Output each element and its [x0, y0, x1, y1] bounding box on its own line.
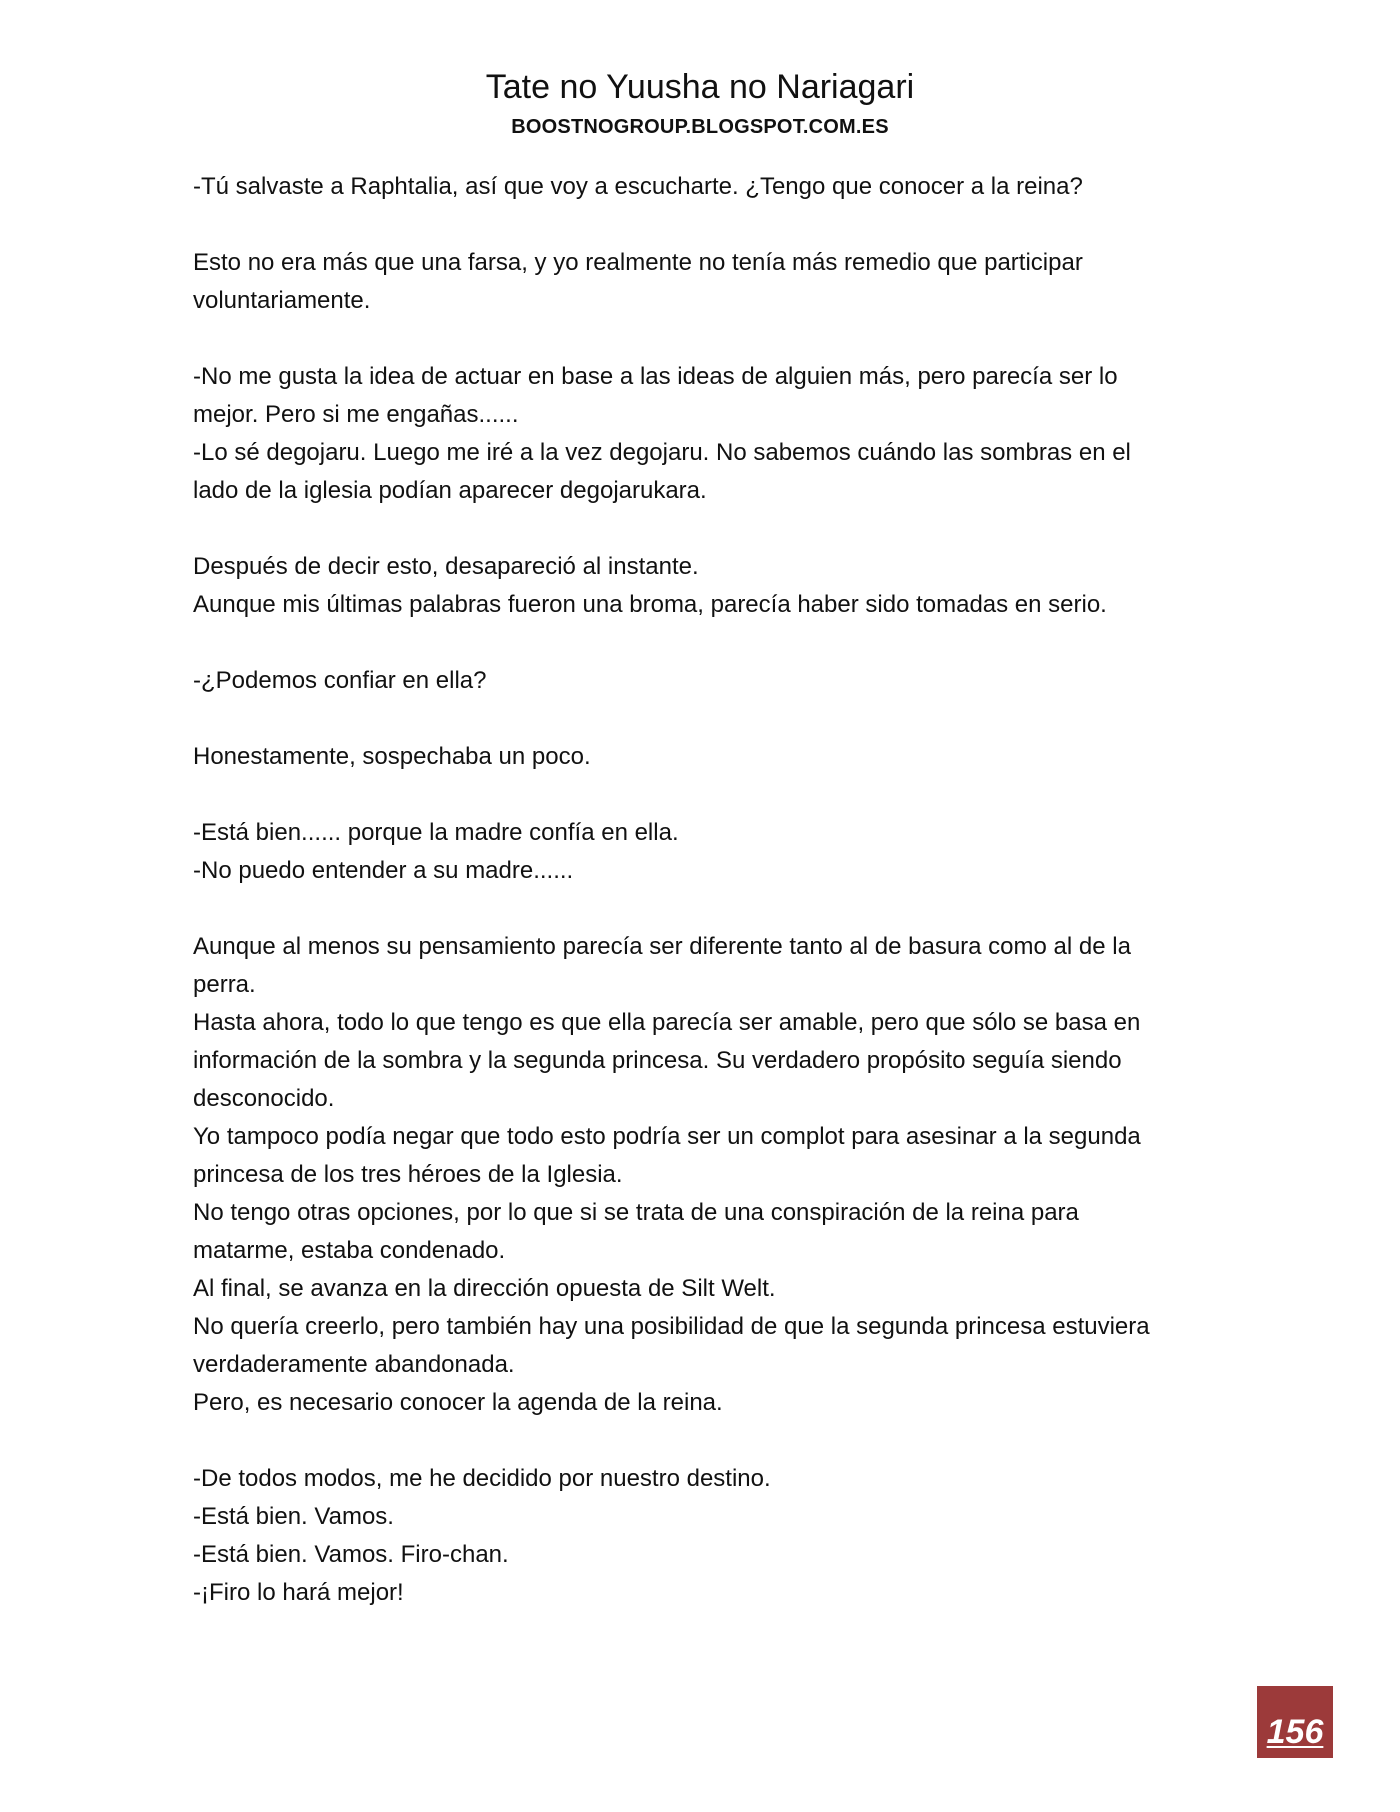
text-line: Honestamente, sospechaba un poco. [193, 743, 591, 770]
text-line: -No me gusta la idea de actuar en base a las ideas de alguien más, pero parecía ser lo [193, 363, 1118, 390]
text-line: -¡Firo lo hará mejor! [193, 1579, 404, 1606]
text-line: -Está bien...... porque la madre confía en ella. [193, 819, 679, 846]
text-line: -Está bien. Vamos. Firo-chan. [193, 1541, 509, 1568]
book-title: Tate no Yuusha no Nariagari [485, 68, 915, 106]
paragraph [193, 548, 1223, 624]
paragraph [193, 814, 1223, 890]
text-line: -¿Podemos confiar en ella? [193, 667, 487, 694]
text-line: voluntariamente. [193, 287, 371, 314]
text-line: matarme, estaba condenado. [193, 1237, 506, 1264]
text-line: lado de la iglesia podían aparecer degojarukara. [193, 477, 707, 504]
text-line: Después de decir esto, desapareció al instante. [193, 553, 699, 580]
text-line: -Lo sé degojaru. Luego me iré a la vez degojaru. No sabemos cuándo las sombras en el [193, 439, 1131, 466]
text-line: Pero, es necesario conocer la agenda de la reina. [193, 1389, 723, 1416]
text-line: Yo tampoco podía negar que todo esto podría ser un complot para asesinar a la segunda [193, 1123, 1141, 1150]
page-header [0, 66, 1400, 140]
paragraph [193, 244, 1223, 320]
paragraph [193, 738, 1223, 776]
page-number: 156 [1266, 1713, 1324, 1751]
text-line: -Tú salvaste a Raphtalia, así que voy a escucharte. ¿Tengo que conocer a la reina? [193, 173, 1083, 200]
text-line: -De todos modos, me he decidido por nuestro destino. [193, 1465, 771, 1492]
text-line: Al final, se avanza en la dirección opuesta de Silt Welt. [193, 1275, 776, 1302]
text-line: -No puedo entender a su madre...... [193, 857, 574, 884]
text-line: No tengo otras opciones, por lo que si se trata de una conspiración de la reina para [193, 1199, 1079, 1226]
paragraph [193, 662, 1223, 700]
page-body [193, 168, 1223, 1650]
text-line: desconocido. [193, 1085, 335, 1112]
text-line: verdaderamente abandonada. [193, 1351, 515, 1378]
text-line: Esto no era más que una farsa, y yo realmente no tenía más remedio que participar [193, 249, 1083, 276]
paragraph [193, 928, 1223, 1422]
text-line: No quería creerlo, pero también hay una posibilidad de que la segunda princesa estuviera [193, 1313, 1150, 1340]
text-line: Hasta ahora, todo lo que tengo es que ella parecía ser amable, pero que sólo se basa en [193, 1009, 1141, 1036]
paragraph [193, 358, 1223, 510]
text-line: información de la sombra y la segunda princesa. Su verdadero propósito seguía siendo [193, 1047, 1122, 1074]
paragraph [193, 168, 1223, 206]
text-line: -Está bien. Vamos. [193, 1503, 394, 1530]
text-line: mejor. Pero si me engañas...... [193, 401, 519, 428]
paragraph [193, 1460, 1223, 1612]
site-url: BOOSTNOGROUP.BLOGSPOT.COM.ES [511, 116, 889, 138]
page-number-badge [1257, 1686, 1333, 1758]
text-line: perra. [193, 971, 256, 998]
text-line: princesa de los tres héroes de la Iglesia. [193, 1161, 623, 1188]
text-line: Aunque al menos su pensamiento parecía ser diferente tanto al de basura como al de la [193, 933, 1131, 960]
text-line: Aunque mis últimas palabras fueron una broma, parecía haber sido tomadas en serio. [193, 591, 1107, 618]
